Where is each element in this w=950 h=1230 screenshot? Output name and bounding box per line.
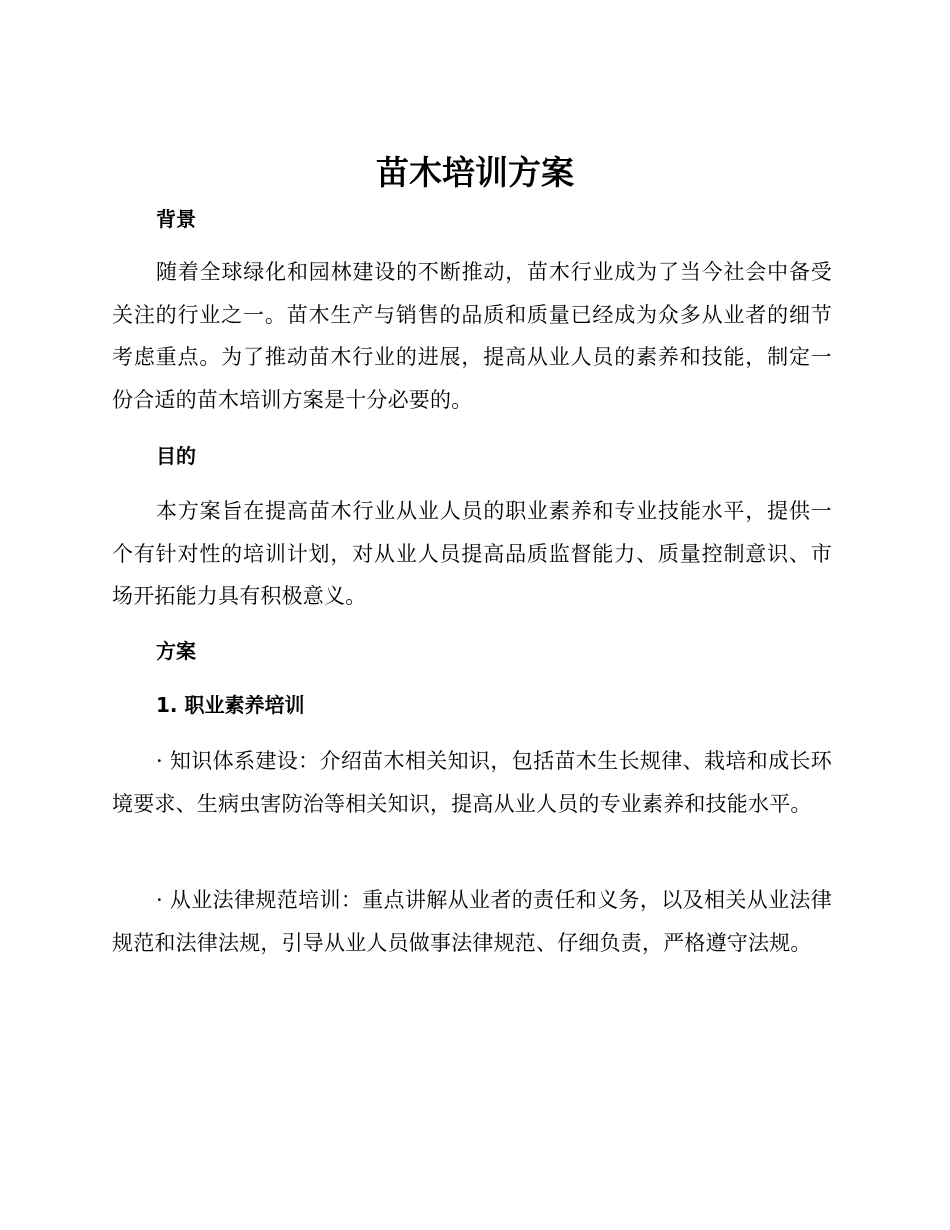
purpose-paragraph: 本方案旨在提高苗木行业从业人员的职业素养和专业技能水平，提供一个有针对性的培训计划，对从业人员提高品质监督能力、质量控制意识、市场开拓能力具有积极意义。 [112,499,832,608]
document-title: 苗木培训方案 [376,153,574,192]
section-heading-background: 背景 [156,207,196,231]
plan-subheading-professional-training: 1. 职业素养培训 [156,693,305,717]
background-paragraph: 随着全球绿化和园林建设的不断推动，苗木行业成为了当今社会中备受关注的行业之一。苗木生产与销售的品质和质量已经成为众多从业者的细节考虑重点。为了推动苗木行业的进展，提高从业人员的素养和技能，制定一份合适的苗木培训方案是十分必要的。 [112,260,832,412]
section-heading-purpose: 目的 [156,444,196,468]
plan-item-knowledge-system: · 知识体系建设：介绍苗木相关知识，包括苗木生长规律、栽培和成长环境要求、生病虫害防治等相关知识，提高从业人员的专业素养和技能水平。 [112,749,832,816]
section-heading-plan: 方案 [156,639,196,663]
plan-item-legal-training: · 从业法律规范培训：重点讲解从业者的责任和义务，以及相关从业法律规范和法律法规，引导从业人员做事法律规范、仔细负责，严格遵守法规。 [112,888,832,955]
